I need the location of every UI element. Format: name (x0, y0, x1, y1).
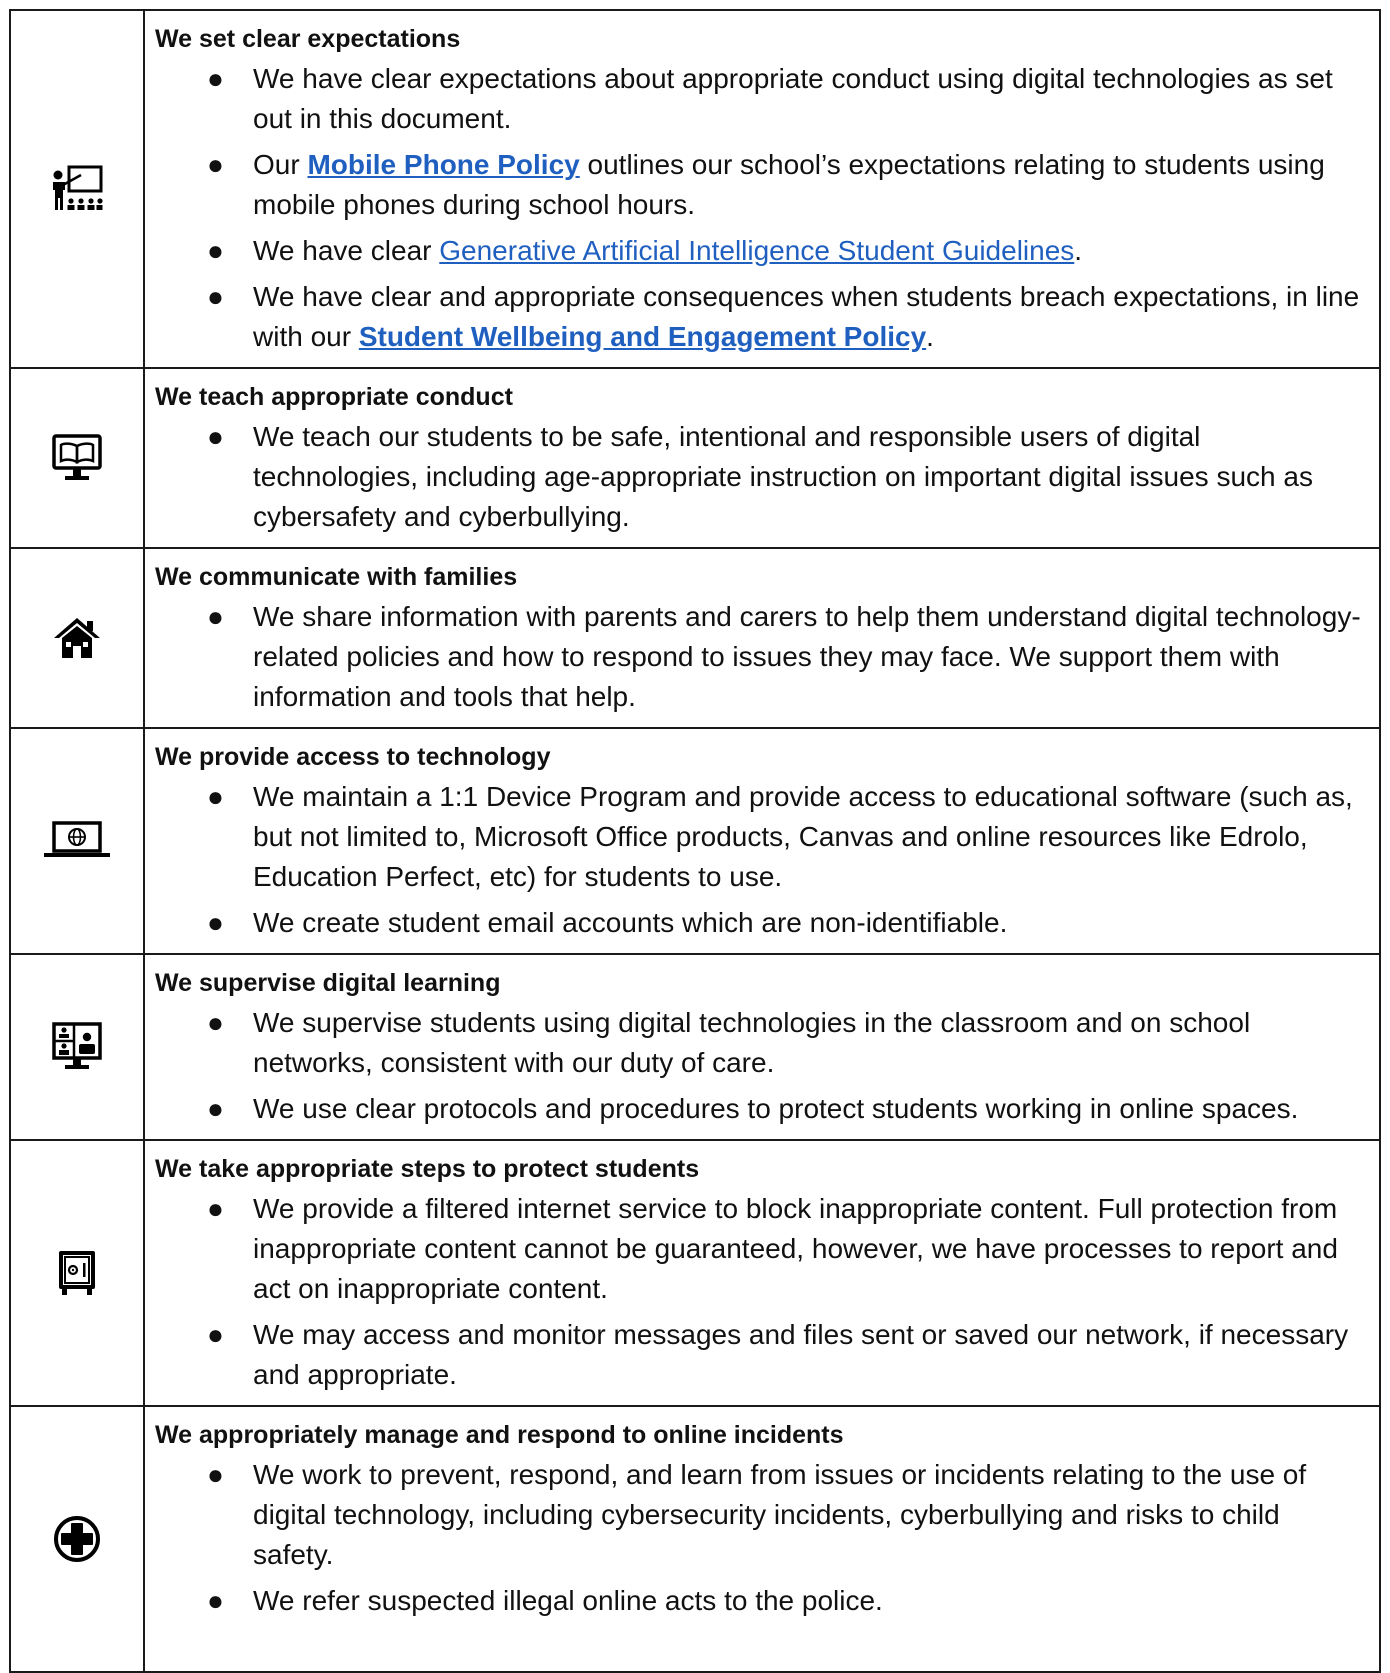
row-heading: We appropriately manage and respond to online incidents (155, 1421, 844, 1449)
icon-cell (10, 548, 144, 728)
list-item (155, 231, 1365, 271)
row-heading: We communicate with families (155, 563, 518, 591)
table-row (10, 1406, 1380, 1672)
list-item (155, 903, 1365, 943)
table-row (10, 728, 1380, 954)
row-heading: We supervise digital learning (155, 969, 501, 997)
list-item (155, 59, 1365, 139)
list-item (155, 145, 1365, 225)
text-cell (144, 1140, 1380, 1406)
bullet-icon: ● (207, 601, 224, 632)
list-item (155, 277, 1365, 357)
table-row (10, 1140, 1380, 1406)
list-item (155, 1089, 1365, 1129)
item-text: We create student email accounts which are non-identifiable. (253, 907, 1008, 938)
table-row (10, 954, 1380, 1140)
mobile-phone-policy-link[interactable]: Mobile Phone Policy (307, 149, 580, 180)
list-item (155, 417, 1365, 537)
bullet-icon: ● (207, 1459, 224, 1490)
table-row (10, 10, 1380, 368)
item-text-post: . (926, 321, 934, 352)
list-item (155, 1003, 1365, 1083)
list-item (155, 1315, 1365, 1395)
wellbeing-policy-link[interactable]: Student Wellbeing and Engagement Policy (358, 321, 927, 352)
bullet-icon: ● (207, 907, 224, 938)
bullet-icon: ● (207, 781, 224, 812)
bullet-icon: ● (207, 149, 224, 180)
bullet-icon: ● (207, 281, 224, 312)
bullet-list (155, 597, 1365, 717)
row-heading: We set clear expectations (155, 25, 461, 53)
bullet-icon: ● (207, 1007, 224, 1038)
icon-cell (10, 954, 144, 1140)
video-conference-icon (52, 1022, 102, 1072)
list-item (155, 597, 1365, 717)
text-cell (144, 728, 1380, 954)
icon-cell (10, 1406, 144, 1672)
item-text: We maintain a 1:1 Device Program and provide access to educational software (such as, but not limited to, Microsoft Office products, Canvas and online resources like Edrolo, Education Perfect, etc) for students to use. (253, 781, 1353, 892)
item-text-pre: We have clear and appropriate consequences when students breach expectations, in line with our (253, 281, 1360, 352)
bullet-icon: ● (207, 1585, 224, 1616)
row-heading: We provide access to technology (155, 743, 551, 771)
item-text: We work to prevent, respond, and learn from issues or incidents relating to the use of digital technology, including cybersecurity incidents, cyberbullying and risks to child safety. (253, 1459, 1307, 1570)
list-item (155, 1455, 1365, 1575)
text-cell (144, 548, 1380, 728)
item-text: We refer suspected illegal online acts to the police. (253, 1585, 883, 1616)
bullet-list (155, 777, 1365, 943)
bullet-list (155, 1003, 1365, 1129)
bullet-icon: ● (207, 235, 224, 266)
house-icon (52, 616, 102, 660)
item-text: We share information with parents and carers to help them understand digital technology-related policies and how to respond to issues they may face. We support them with information and tools that help. (253, 601, 1361, 712)
monitor-book-icon (52, 434, 102, 482)
bullet-list (155, 1189, 1365, 1395)
icon-cell (10, 1140, 144, 1406)
item-text: We supervise students using digital technologies in the classroom and on school networks, consistent with our duty of care. (253, 1007, 1251, 1078)
icon-cell (10, 728, 144, 954)
item-text: We teach our students to be safe, intentional and responsible users of digital technologies, including age-appropriate instruction on important digital issues such as cybersafety and cyberbullying. (253, 421, 1313, 532)
text-cell (144, 1406, 1380, 1672)
icon-cell (10, 368, 144, 548)
list-item (155, 1581, 1365, 1621)
icon-cell (10, 10, 144, 368)
bullet-icon: ● (207, 1193, 224, 1224)
text-cell (144, 954, 1380, 1140)
safe-icon (57, 1249, 97, 1297)
table-row (10, 368, 1380, 548)
laptop-globe-icon (42, 821, 112, 861)
first-aid-icon (52, 1514, 102, 1564)
item-text-pre: We have clear (253, 235, 440, 266)
ai-guidelines-link[interactable]: Generative Artificial Intelligence Student Guidelines (439, 235, 1075, 266)
item-text-post: . (1074, 235, 1083, 266)
item-text-post: outlines our school’s expectations relating to students using mobile phones during school hours. (253, 149, 1325, 220)
item-text-pre: Our (253, 149, 308, 180)
bullet-list (155, 59, 1365, 357)
item-text: We use clear protocols and procedures to protect students working in online spaces. (253, 1093, 1299, 1124)
teacher-icon (51, 165, 103, 213)
bullet-icon: ● (207, 421, 224, 452)
item-text: We provide a filtered internet service to block inappropriate content. Full protection from inappropriate content cannot be guaranteed, however, we have processes to report and act on inappropriate content. (253, 1193, 1338, 1304)
bullet-icon: ● (207, 1319, 224, 1350)
item-text: We have clear expectations about appropriate conduct using digital technologies as set out in this document. (253, 63, 1333, 134)
list-item (155, 1189, 1365, 1309)
text-cell (144, 10, 1380, 368)
bullet-list (155, 417, 1365, 537)
row-heading: We take appropriate steps to protect students (155, 1155, 700, 1183)
list-item (155, 777, 1365, 897)
bullet-icon: ● (207, 1093, 224, 1124)
table-row (10, 548, 1380, 728)
bullet-icon: ● (207, 63, 224, 94)
policy-table (9, 9, 1381, 1673)
row-heading: We teach appropriate conduct (155, 383, 513, 411)
text-cell (144, 368, 1380, 548)
item-text: We may access and monitor messages and files sent or saved our network, if necessary and appropriate. (253, 1319, 1349, 1390)
bullet-list (155, 1455, 1365, 1621)
